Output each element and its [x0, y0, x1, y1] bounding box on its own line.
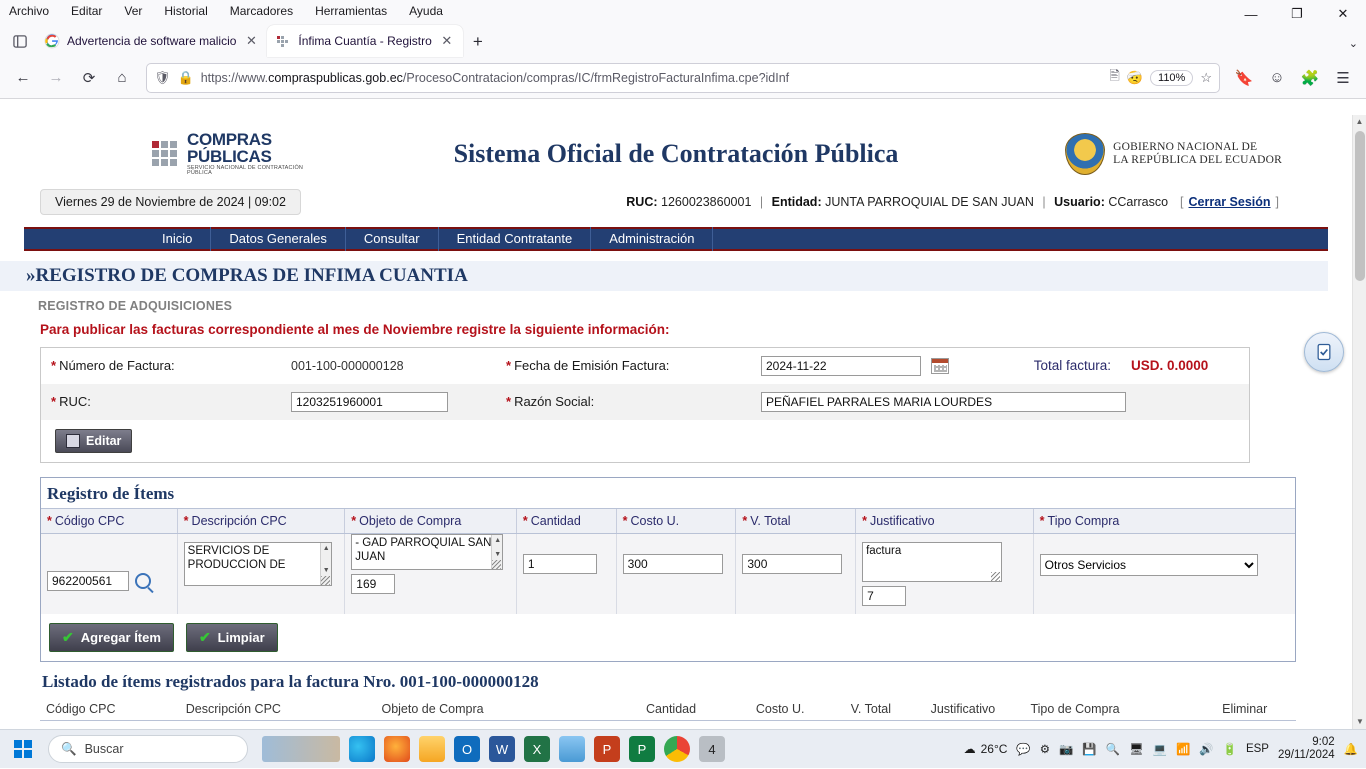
costo-unitario-input[interactable] — [623, 554, 723, 574]
limpiar-label: Limpiar — [217, 629, 265, 645]
justificativo-value: factura — [866, 544, 902, 557]
tray-icon-6[interactable]: 🖥 — [1129, 744, 1144, 756]
extensions-icon[interactable]: 🧩 — [1300, 69, 1320, 87]
textarea-scrollbar[interactable]: ▲ ▼ — [320, 543, 331, 585]
textarea-scrollbar[interactable]: ▲ ▼ — [491, 535, 502, 569]
cell-justificativo — [856, 534, 1034, 614]
word-icon[interactable]: W — [489, 736, 515, 762]
powerpoint-icon[interactable]: P — [594, 736, 620, 762]
fecha-emision-label: Fecha de Emisión Factura: — [514, 358, 670, 374]
tray-icon-2[interactable]: ⚙ — [1039, 744, 1051, 756]
descripcion-cpc-textarea[interactable] — [184, 542, 332, 586]
listado-header-tipo-compra: Tipo de Compra — [1030, 701, 1120, 716]
scrollbar-thumb[interactable] — [1355, 131, 1365, 281]
items-panel — [40, 477, 1296, 662]
menu-historial[interactable]: Historial — [164, 3, 208, 18]
wifi-icon[interactable]: 📶 — [1175, 744, 1191, 756]
entidad-value: JUNTA PARROQUIAL DE SAN JUAN — [825, 194, 1034, 209]
url-path: /ProcesoContratacion/compras/IC/frmRegistroFacturaInfima.cpe?idInf — [402, 70, 790, 85]
fecha-emision-input[interactable] — [761, 356, 921, 376]
listado-header-cantidad: Cantidad — [646, 701, 697, 716]
clock-date: 29/11/2024 — [1277, 749, 1335, 761]
resize-grip[interactable] — [492, 560, 501, 569]
taskbar-app-icons[interactable] — [262, 736, 725, 762]
items-panel-title: Registro de Ítems — [47, 483, 175, 503]
page-title-band — [0, 261, 1328, 291]
firefox-icon[interactable] — [384, 736, 410, 762]
cantidad-input[interactable] — [523, 554, 597, 574]
search-icon: 🔍 — [61, 741, 77, 756]
menu-marcadores[interactable]: Marcadores — [229, 3, 294, 18]
num-factura-label-cell: * Número de Factura: — [51, 358, 175, 374]
url-domain: compraspublicas.gob.ec — [268, 70, 403, 85]
tray-icon-7[interactable]: 💻 — [1152, 744, 1167, 756]
address-bar[interactable] — [146, 63, 1220, 93]
objeto-compra-textarea[interactable] — [351, 534, 503, 570]
browser-menubar[interactable] — [0, 0, 1366, 21]
navigation-toolbar[interactable] — [0, 57, 1366, 99]
listado-header-justificativo: Justificativo — [930, 701, 996, 716]
editar-button[interactable] — [55, 429, 132, 453]
zoom-level[interactable]: 110% — [1150, 70, 1193, 86]
gob-line1: GOBIERNO NACIONAL DE — [1113, 140, 1258, 153]
current-date-chip: Viernes 29 de Noviembre de 2024 | 09:02 — [40, 189, 301, 215]
header-codigo-cpc: * Código CPC — [41, 509, 178, 533]
new-tab-button[interactable]: + — [472, 32, 483, 51]
lock-icon[interactable]: 🔒 — [177, 69, 194, 85]
header-cantidad: * Cantidad — [517, 509, 617, 533]
nav-item-consultar[interactable]: Consultar — [346, 227, 439, 251]
total-factura-label: Total factura: — [1033, 358, 1111, 374]
search-placeholder: Buscar — [84, 742, 124, 756]
ruc-label: RUC: — [626, 194, 658, 209]
cloud-icon: ☁ — [963, 742, 976, 756]
outlook-icon[interactable]: O — [454, 736, 480, 762]
maximize-button[interactable]: ❐ — [1291, 6, 1303, 21]
listado-header-costo-u: Costo U. — [755, 701, 805, 716]
items-action-bar — [41, 614, 1295, 661]
razon-social-label: Razón Social: — [514, 394, 595, 410]
num-factura-value-cell — [281, 350, 496, 381]
cell-tipo-compra — [1034, 534, 1295, 614]
menu-editar[interactable]: Editar — [71, 3, 103, 18]
user-session-info: RUC: 1260023860001 | Entidad: JUNTA PARROQUIAL DE SAN JUAN | Usuario: CCarrasco [ Cerrar Sesión ] — [626, 194, 1279, 209]
header-v-total: * V. Total — [736, 509, 856, 533]
minimize-button[interactable]: — — [1244, 6, 1258, 22]
url-prefix: https://www. — [200, 70, 269, 85]
search-icon[interactable] — [135, 573, 151, 589]
compras-publicas-logo — [24, 131, 324, 177]
page-heading: »REGISTRO DE COMPRAS DE INFIMA CUANTIA — [26, 264, 468, 286]
scroll-down-icon[interactable]: ▼ — [1356, 717, 1364, 726]
widgets-icon[interactable] — [262, 736, 340, 762]
publisher-icon[interactable]: P — [629, 736, 655, 762]
site-header — [0, 115, 1352, 187]
items-table-header — [41, 508, 1295, 534]
taskbar-clock[interactable] — [1278, 736, 1335, 762]
clipboard-check-icon — [1314, 342, 1334, 362]
justificativo-textarea[interactable] — [862, 542, 1002, 582]
start-button[interactable] — [0, 730, 46, 769]
nav-item-datos-generales[interactable]: Datos Generales — [211, 227, 346, 251]
instruction-text: Para publicar las facturas correspondiente al mes de Noviembre registre la siguiente información: — [40, 321, 670, 337]
notification-center-icon[interactable]: 🔔 — [1343, 744, 1358, 756]
back-icon[interactable]: ← — [15, 69, 31, 86]
listado-header-v-total: V. Total — [850, 701, 892, 716]
tray-icon-1[interactable]: 💬 — [1016, 744, 1031, 756]
page-title-main: Sistema Oficial de Contratación Pública — [453, 138, 899, 168]
logo-line2: PÚBLICAS — [187, 147, 272, 167]
proveedor-ruc-label: RUC: — [59, 394, 91, 410]
cell-descripcion-cpc — [178, 534, 346, 614]
tab-strip[interactable] — [0, 21, 1366, 57]
account-icon[interactable]: ☺ — [1269, 69, 1285, 86]
listado-header-objeto-compra: Objeto de Compra — [381, 701, 484, 716]
google-favicon — [44, 33, 60, 49]
store-icon[interactable] — [559, 736, 585, 762]
agregar-item-button[interactable] — [49, 623, 174, 652]
home-icon[interactable]: ⌂ — [117, 69, 127, 86]
cell-v-total — [736, 534, 856, 614]
shield-icon[interactable]: 🛡 — [154, 69, 171, 85]
scroll-up-icon[interactable]: ▲ — [1355, 117, 1364, 126]
objeto-compra-charcount[interactable] — [351, 574, 395, 594]
gobierno-nacional-logo — [1028, 133, 1328, 175]
url-text[interactable] — [201, 71, 1103, 85]
tab-advertencia[interactable] — [36, 25, 267, 57]
header-objeto-compra: * Objeto de Compra — [345, 509, 517, 533]
listado-header-eliminar: Eliminar — [1222, 701, 1268, 716]
edit-icon — [66, 434, 80, 448]
taskbar-search[interactable] — [48, 735, 248, 763]
cell-objeto-compra — [345, 534, 517, 614]
listado-title: Listado de ítems registrados para la factura Nro. 001-100-000000128 — [42, 671, 539, 691]
clock-time: 9:02 — [1312, 735, 1335, 748]
justificativo-charcount[interactable] — [862, 586, 906, 606]
resize-grip[interactable] — [991, 572, 1000, 581]
page-scrollbar[interactable] — [1352, 115, 1366, 729]
pdf-reader-icon[interactable]: 4 — [699, 736, 725, 762]
logo-caption: SERVICIO NACIONAL DE CONTRATACIÓN PÚBLICA — [187, 164, 304, 177]
chrome-icon[interactable] — [664, 736, 690, 762]
ruc-input-cell — [281, 384, 496, 420]
listado-table-header — [40, 698, 1296, 721]
invoice-panel — [40, 347, 1250, 463]
tray-icon-4[interactable]: 💾 — [1082, 744, 1097, 756]
cell-cantidad — [517, 534, 617, 614]
editar-button-label: Editar — [86, 433, 122, 448]
nav-item-inicio[interactable]: Inicio — [144, 227, 211, 251]
agregar-item-label: Agregar Ítem — [80, 629, 161, 645]
translate-icon[interactable]: 🤕 — [1126, 69, 1144, 85]
codigo-cpc-input[interactable] — [47, 571, 129, 591]
descripcion-cpc-value: SERVICIOS DE PRODUCCION DE — [187, 544, 286, 571]
usuario-label: Usuario: — [1054, 194, 1105, 209]
logo-line1: COMPRAS — [187, 130, 272, 149]
header-justificativo: * Justificativo — [856, 509, 1034, 533]
tab-infima-cuantia[interactable] — [267, 25, 462, 57]
main-navigation-menu[interactable] — [24, 227, 1328, 251]
close-window-button[interactable]: ✕ — [1337, 6, 1349, 21]
razon-label-cell: * Razón Social: — [506, 394, 595, 410]
temperature-value: 26°C — [980, 742, 1008, 756]
total-label-cell — [981, 350, 1121, 381]
tipo-compra-select[interactable] — [1040, 554, 1258, 576]
num-factura-value: 001-100-000000128 — [291, 359, 404, 374]
invoice-actions — [41, 420, 1249, 462]
logout-link[interactable]: Cerrar Sesión — [1188, 194, 1271, 209]
total-factura-value: USD. 0.0000 — [1131, 358, 1209, 374]
menu-herramientas[interactable]: Herramientas — [315, 3, 388, 18]
language-indicator[interactable]: ESP — [1245, 743, 1269, 755]
reader-mode-icon[interactable]: 🖹 — [1109, 67, 1120, 83]
chevron-down-icon[interactable]: ⌄ — [1348, 38, 1358, 50]
logo-grid-icon — [152, 141, 177, 167]
app-menu-icon[interactable]: ☰ — [1336, 69, 1350, 87]
objeto-compra-value: - GAD PARROQUIAL SAN JUAN — [355, 536, 492, 563]
ruc-value: 1260023860001 — [661, 194, 752, 209]
page-viewport — [0, 115, 1366, 729]
num-factura-label: Número de Factura: — [59, 358, 175, 374]
tab-title: Advertencia de software malicio — [67, 34, 237, 48]
menu-ver[interactable]: Ver — [124, 3, 143, 18]
edge-icon[interactable] — [349, 736, 375, 762]
escudo-ecuador-icon — [1065, 133, 1105, 175]
razon-input-cell — [751, 384, 1136, 420]
nav-item-entidad-contratante[interactable]: Entidad Contratante — [439, 227, 592, 251]
menu-archivo[interactable]: Archivo — [9, 3, 50, 18]
invoice-row-2 — [41, 384, 1249, 420]
resize-grip[interactable] — [321, 576, 330, 585]
check-icon: ✔ — [198, 628, 211, 645]
gob-line2: LA REPÚBLICA DEL ECUADOR — [1113, 153, 1282, 166]
valor-total-input[interactable] — [742, 554, 842, 574]
compras-publicas-favicon — [275, 33, 291, 49]
battery-icon[interactable]: 🔋 — [1222, 744, 1237, 756]
session-info-bar — [0, 189, 1352, 215]
header-costo-u: * Costo U. — [617, 509, 737, 533]
listado-header-codigo-cpc: Código CPC — [46, 701, 116, 716]
close-tab-icon[interactable]: ✕ — [441, 33, 453, 48]
volume-icon[interactable]: 🔊 — [1199, 744, 1214, 756]
reload-icon[interactable]: ⟳ — [82, 69, 96, 87]
limpiar-button[interactable] — [186, 623, 278, 652]
system-tray[interactable] — [964, 736, 1366, 762]
invoice-row-1 — [41, 348, 1249, 384]
tray-icon-5[interactable]: 🔍 — [1105, 744, 1121, 756]
cell-codigo-cpc — [41, 534, 178, 614]
check-icon: ✔ — [62, 628, 74, 645]
windows-taskbar[interactable] — [0, 729, 1366, 768]
file-explorer-icon[interactable] — [419, 736, 445, 762]
razon-social-input[interactable] — [761, 392, 1126, 412]
fecha-label-cell: * Fecha de Emisión Factura: — [506, 358, 670, 374]
accessibility-floating-button[interactable] — [1304, 332, 1344, 372]
ruc-label-cell: * RUC: — [51, 394, 91, 410]
total-value-cell — [1121, 350, 1218, 381]
listado-header-descripcion-cpc: Descripción CPC — [185, 701, 281, 716]
items-table-row — [41, 534, 1295, 614]
entidad-label: Entidad: — [771, 194, 822, 209]
nav-item-administracion[interactable]: Administración — [591, 227, 713, 251]
fecha-value-cell — [751, 348, 981, 384]
menu-ayuda[interactable]: Ayuda — [409, 3, 443, 18]
close-tab-icon[interactable]: ✕ — [245, 33, 257, 48]
bookmark-star-icon[interactable]: ☆ — [1200, 69, 1212, 85]
weather-widget[interactable] — [964, 742, 1008, 756]
firefox-view-icon[interactable] — [4, 25, 36, 57]
calendar-icon[interactable] — [931, 358, 949, 374]
cell-costo-u — [617, 534, 737, 614]
excel-icon[interactable]: X — [524, 736, 550, 762]
forward-icon[interactable]: → — [48, 69, 64, 86]
header-tipo-compra: * Tipo Compra — [1039, 513, 1120, 528]
page-content — [0, 115, 1352, 721]
tray-icon-3[interactable]: 📷 — [1059, 744, 1074, 756]
proveedor-ruc-input[interactable] — [291, 392, 448, 412]
tab-title: Ínfima Cuantía - Registro — [298, 34, 432, 48]
page-subheading: REGISTRO DE ADQUISICIONES — [38, 298, 233, 313]
usuario-value: CCarrasco — [1108, 194, 1169, 209]
header-descripcion-cpc: * Descripción CPC — [178, 509, 346, 533]
pocket-icon[interactable]: 🔖 — [1234, 69, 1254, 87]
